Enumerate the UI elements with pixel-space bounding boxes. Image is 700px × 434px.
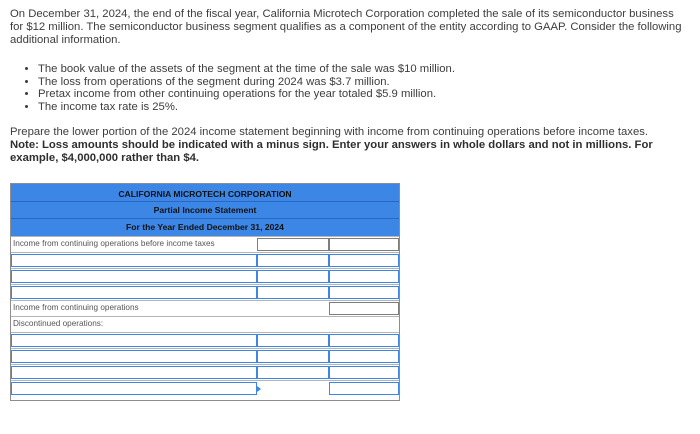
income-statement-worksheet (10, 183, 400, 401)
amount-input[interactable] (257, 286, 329, 299)
chevron-right-icon (257, 386, 261, 392)
header-divider (11, 218, 399, 219)
amount-input[interactable] (257, 270, 329, 283)
table-row (11, 364, 399, 380)
total-input[interactable] (329, 302, 399, 315)
row-label-discontinued: Discontinued operations: (13, 319, 104, 328)
total-input[interactable] (329, 286, 399, 299)
facts-list (24, 63, 455, 113)
account-select[interactable] (11, 270, 257, 283)
total-input[interactable] (329, 350, 399, 363)
total-input[interactable] (329, 254, 399, 267)
table-row (11, 348, 399, 364)
company-name: CALIFORNIA MICROTECH CORPORATION (118, 189, 292, 199)
account-select[interactable] (11, 254, 257, 267)
amount-input[interactable] (257, 254, 329, 267)
fact-item: • The loss from operations of the segment during 2024 was $3.7 million. (38, 76, 455, 89)
amount-input[interactable] (257, 350, 329, 363)
account-select[interactable] (11, 382, 257, 395)
header-divider (11, 201, 399, 202)
account-select[interactable] (11, 334, 257, 347)
table-row (11, 252, 399, 268)
account-select[interactable] (11, 366, 257, 379)
fact-item: • The book value of the assets of the segment at the time of the sale was $10 million. (38, 63, 455, 76)
total-input[interactable] (329, 238, 399, 251)
total-input[interactable] (329, 366, 399, 379)
statement-title: Partial Income Statement (153, 205, 257, 215)
table-row (11, 236, 399, 252)
amount-input[interactable] (257, 334, 329, 347)
table-row (11, 284, 399, 300)
statement-header (11, 184, 399, 236)
amount-input[interactable] (257, 238, 329, 251)
table-row (11, 332, 399, 348)
account-select[interactable] (11, 350, 257, 363)
total-input[interactable] (329, 270, 399, 283)
table-row (11, 316, 399, 332)
row-label-pretax: Income from continuing operations before income taxes (13, 239, 215, 248)
row-label-continuing: Income from continuing operations (13, 303, 139, 312)
total-input[interactable] (329, 334, 399, 347)
note: Note: Loss amounts should be indicated with a minus sign. Enter your answers in whole dollars and not in millions. For example, $4,000,000 rather than $4. (10, 139, 653, 164)
account-select[interactable] (11, 286, 257, 299)
problem-intro: On December 31, 2024, the end of the fiscal year, California Microtech Corporation completed the sale of its semiconductor business for $12 million. The semiconductor business segment qualifies as a component of the entity according to GAAP. Consider the following additional information. (10, 8, 682, 46)
table-row (11, 380, 399, 396)
instructions: Prepare the lower portion of the 2024 income statement beginning with income from continuing operations before income taxes. (10, 126, 649, 138)
table-row (11, 268, 399, 284)
table-row (11, 300, 399, 316)
fact-item: • The income tax rate is 25%. (38, 101, 455, 114)
fact-item: • Pretax income from other continuing operations for the year totaled $5.9 million. (38, 88, 455, 101)
total-input[interactable] (329, 382, 399, 395)
amount-input[interactable] (257, 366, 329, 379)
statement-period: For the Year Ended December 31, 2024 (126, 222, 284, 232)
